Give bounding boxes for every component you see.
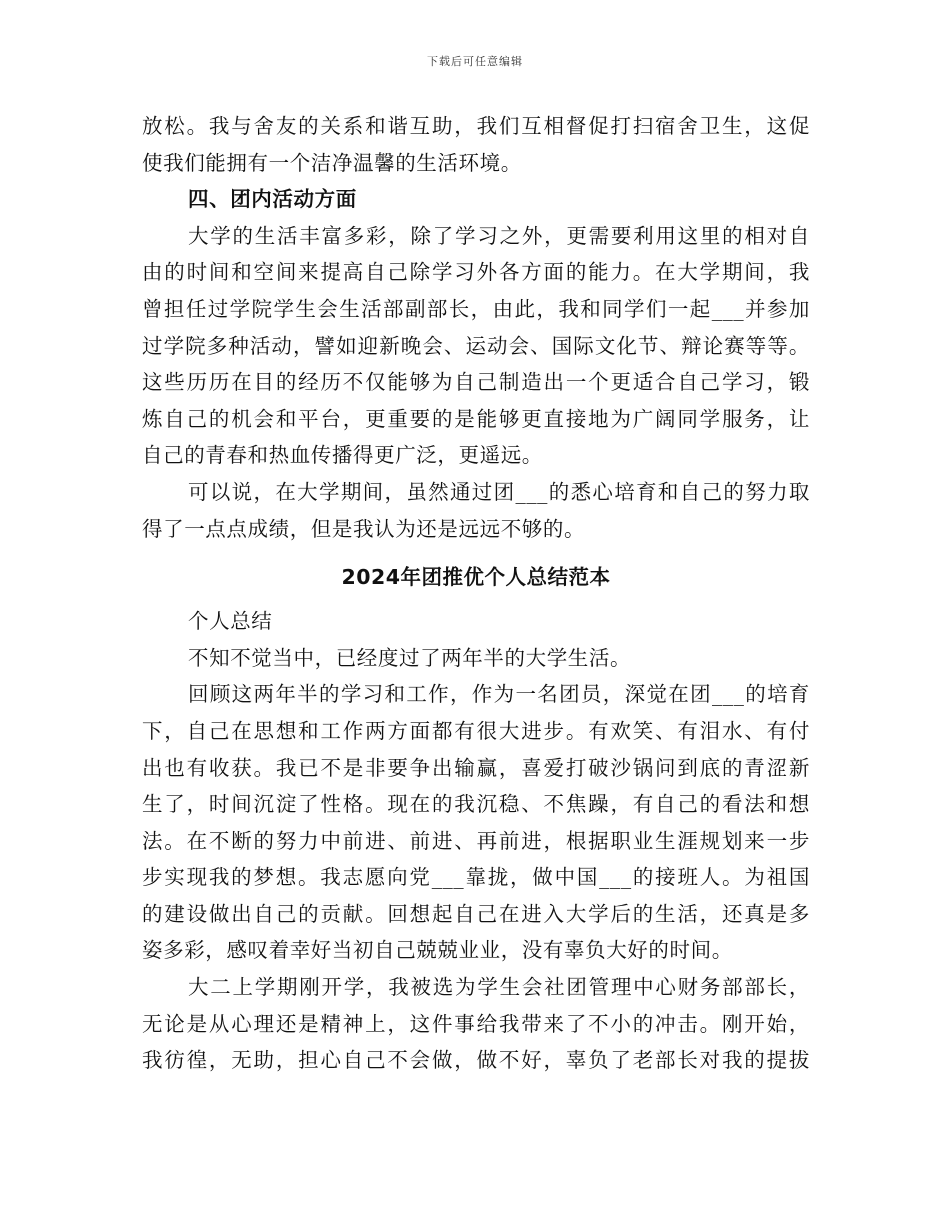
paragraph xyxy=(142,676,810,969)
text-line: 得了一点点成绩，但是我认为还是远远不够的。 xyxy=(142,516,586,541)
paragraph xyxy=(142,108,810,181)
text-line: 的建设做出自己的贡献。回想起自己在进入大学后的生活，还真是多 xyxy=(142,901,810,926)
text-line: 出也有收获。我已不是非要争出输赢，喜爱打破沙锅问到底的青涩新 xyxy=(142,755,810,780)
text-line: 可以说，在大学期间，虽然通过团___的悉心培育和自己的努力取 xyxy=(188,479,810,504)
paragraph xyxy=(142,218,810,474)
text-line: 大学的生活丰富多彩，除了学习之外，更需要利用这里的相对自 xyxy=(188,223,810,248)
text-line: 无论是从心理还是精神上，这件事给我带来了不小的冲击。刚开始， xyxy=(142,1011,810,1036)
text-line: 我彷徨，无助，担心自己不会做，做不好，辜负了老部长对我的提拔 xyxy=(142,1048,810,1073)
text-line: 姿多彩，感叹着幸好当初自己兢兢业业，没有辜负大好的时间。 xyxy=(142,938,733,963)
text-line: 不知不觉当中，已经度过了两年半的大学生活。 xyxy=(188,645,632,670)
text-line: 放松。我与舍友的关系和谐互助，我们互相督促打扫宿舍卫生，这促 xyxy=(142,114,810,138)
text-line: 炼自己的机会和平台，更重要的是能够更直接地为广阔同学服务，让 xyxy=(142,406,810,431)
document-title: 2024年团推优个人总结范本 xyxy=(341,565,611,590)
text-line: 过学院多种活动，譬如迎新晚会、运动会、国际文化节、辩论赛等等。 xyxy=(142,333,810,358)
text-line: 大二上学期刚开学，我被选为学生会社团管理中心财务部部长， xyxy=(188,975,810,1000)
document-body xyxy=(142,108,810,1079)
page-header: 下载后可任意编辑 xyxy=(427,55,523,68)
text-line: 回顾这两年半的学习和工作，作为一名团员，深觉在团___的培育 xyxy=(188,682,810,707)
paragraph xyxy=(142,969,810,1079)
text-line: 这些历历在目的经历不仅能够为自己制造出一个更适合自己学习，锻 xyxy=(142,370,810,395)
summary-label: 个人总结 xyxy=(188,609,273,634)
text-line: 生了，时间沉淀了性格。现在的我沉稳、不焦躁，有自己的看法和想 xyxy=(142,792,810,817)
text-line: 使我们能拥有一个洁净温馨的生活环境。 xyxy=(142,150,522,175)
text-line: 下，自己在思想和工作两方面都有很大进步。有欢笑、有泪水、有付 xyxy=(142,718,810,743)
text-line: 由的时间和空间来提高自己除学习外各方面的能力。在大学期间，我 xyxy=(142,260,810,285)
text-line: 步实现我的梦想。我志愿向党___靠拢，做中国___的接班人。为祖国 xyxy=(142,865,810,890)
paragraph xyxy=(142,640,810,677)
text-line: 法。在不断的努力中前进、前进、再前进，根据职业生涯规划来一步 xyxy=(142,828,810,853)
text-line: 自己的青春和热血传播得更广泛，更遥远。 xyxy=(142,443,543,468)
text-line: 曾担任过学院学生会生活部副部长，由此，我和同学们一起___并参加 xyxy=(142,296,810,321)
paragraph xyxy=(142,474,810,547)
section-heading: 四、团内活动方面 xyxy=(188,187,357,212)
